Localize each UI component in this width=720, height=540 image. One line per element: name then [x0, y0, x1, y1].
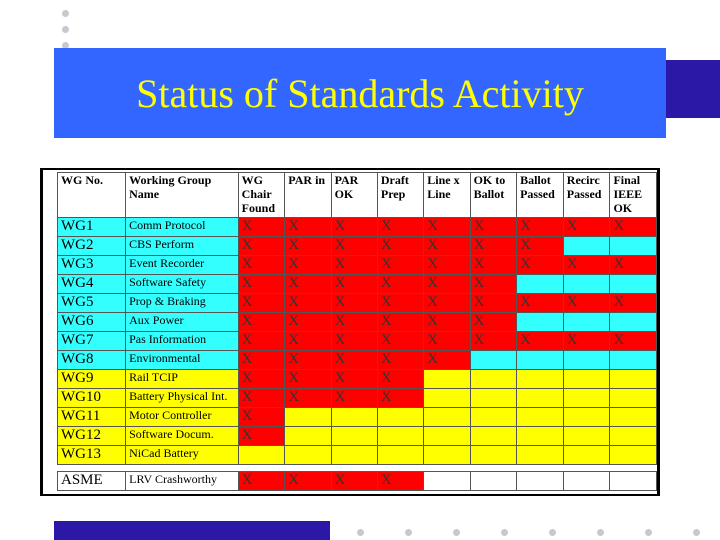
decor-dot	[645, 529, 652, 536]
status-cell	[517, 408, 564, 427]
status-cell: X	[331, 275, 377, 294]
status-cell	[424, 427, 470, 446]
status-cell	[563, 351, 610, 370]
status-cell: X	[285, 256, 331, 275]
status-cell: X	[285, 472, 331, 491]
status-cell: X	[377, 237, 423, 256]
table-row	[58, 370, 657, 389]
status-cell: X	[377, 332, 423, 351]
decor-dot	[62, 26, 69, 33]
status-cell	[563, 370, 610, 389]
table-row	[58, 275, 657, 294]
status-cell: X	[377, 472, 423, 491]
status-cell: X	[238, 408, 285, 427]
status-cell	[563, 446, 610, 465]
status-cell: X	[285, 332, 331, 351]
status-cell: X	[285, 294, 331, 313]
status-cell: X	[610, 218, 657, 237]
column-header: WG No.	[58, 173, 126, 218]
status-cell: X	[470, 237, 517, 256]
status-cell	[424, 408, 470, 427]
status-cell: X	[517, 332, 564, 351]
wg-number-cell: WG3	[58, 256, 126, 275]
column-header: PAR OK	[331, 173, 377, 218]
table-row	[58, 351, 657, 370]
wg-number-cell: WG4	[58, 275, 126, 294]
status-cell: X	[377, 389, 423, 408]
status-cell	[470, 472, 517, 491]
status-cell: X	[238, 351, 285, 370]
table-header-row	[58, 173, 657, 218]
status-cell	[285, 427, 331, 446]
status-cell	[424, 472, 470, 491]
wg-name-cell: CBS Perform	[126, 237, 239, 256]
status-cell	[331, 427, 377, 446]
decor-dot	[597, 529, 604, 536]
column-header: WG Chair Found	[238, 173, 285, 218]
status-cell: X	[424, 275, 470, 294]
status-cell	[238, 446, 285, 465]
status-cell	[424, 446, 470, 465]
status-cell: X	[285, 237, 331, 256]
status-cell	[563, 472, 610, 491]
status-cell: X	[238, 294, 285, 313]
status-cell: X	[331, 332, 377, 351]
status-cell: X	[610, 294, 657, 313]
decor-dot	[693, 529, 700, 536]
status-cell	[517, 275, 564, 294]
status-cell: X	[610, 332, 657, 351]
status-cell	[517, 313, 564, 332]
status-cell	[610, 370, 657, 389]
wg-name-cell: Event Recorder	[126, 256, 239, 275]
status-cell: X	[285, 389, 331, 408]
status-cell: X	[377, 218, 423, 237]
column-header: Draft Prep	[377, 173, 423, 218]
status-cell: X	[377, 275, 423, 294]
status-cell: X	[331, 313, 377, 332]
status-cell: X	[424, 351, 470, 370]
column-header: Ballot Passed	[517, 173, 564, 218]
decor-dot	[501, 529, 508, 536]
status-cell: X	[424, 237, 470, 256]
status-cell: X	[331, 237, 377, 256]
status-cell: X	[517, 218, 564, 237]
status-cell: X	[424, 313, 470, 332]
status-cell: X	[470, 313, 517, 332]
status-cell	[470, 389, 517, 408]
status-cell: X	[238, 313, 285, 332]
wg-number-cell: WG12	[58, 427, 126, 446]
wg-number-cell: WG6	[58, 313, 126, 332]
status-cell: X	[285, 218, 331, 237]
status-cell	[377, 446, 423, 465]
status-cell: X	[470, 294, 517, 313]
column-header: OK to Ballot	[470, 173, 517, 218]
status-cell: X	[563, 218, 610, 237]
status-cell	[331, 446, 377, 465]
wg-number-cell: WG11	[58, 408, 126, 427]
wg-number-cell: WG10	[58, 389, 126, 408]
status-cell: X	[285, 351, 331, 370]
status-cell: X	[517, 294, 564, 313]
decor-dot	[62, 10, 69, 17]
decor-dot	[405, 529, 412, 536]
status-cell	[610, 313, 657, 332]
status-cell: X	[470, 332, 517, 351]
decor-dot	[549, 529, 556, 536]
column-header: Working Group Name	[126, 173, 239, 218]
decor-dot	[453, 529, 460, 536]
status-cell	[285, 446, 331, 465]
status-cell: X	[424, 332, 470, 351]
status-cell	[517, 370, 564, 389]
status-cell: X	[331, 472, 377, 491]
column-header: Final IEEE OK	[610, 173, 657, 218]
status-cell	[424, 389, 470, 408]
table-row	[58, 218, 657, 237]
status-cell	[470, 446, 517, 465]
status-cell	[517, 446, 564, 465]
wg-number-cell: WG2	[58, 237, 126, 256]
status-cell	[563, 427, 610, 446]
column-header: Line x Line	[424, 173, 470, 218]
status-cell	[610, 427, 657, 446]
wg-name-cell: Environmental	[126, 351, 239, 370]
status-cell: X	[563, 256, 610, 275]
wg-name-cell: Software Docum.	[126, 427, 239, 446]
table-row	[58, 408, 657, 427]
status-cell	[563, 313, 610, 332]
status-cell: X	[331, 389, 377, 408]
title-bar	[54, 48, 666, 138]
wg-number-cell: WG5	[58, 294, 126, 313]
wg-name-cell: Prop & Braking	[126, 294, 239, 313]
status-cell	[470, 408, 517, 427]
wg-number-cell: WG13	[58, 446, 126, 465]
table-row	[58, 446, 657, 465]
status-cell	[517, 472, 564, 491]
wg-name-cell: NiCad Battery	[126, 446, 239, 465]
status-cell	[563, 237, 610, 256]
status-cell	[610, 237, 657, 256]
table-row	[58, 294, 657, 313]
status-cell: X	[470, 218, 517, 237]
status-cell: X	[563, 294, 610, 313]
wg-number-cell: WG7	[58, 332, 126, 351]
status-cell	[563, 389, 610, 408]
status-cell: X	[285, 313, 331, 332]
status-cell: X	[331, 351, 377, 370]
status-cell	[610, 351, 657, 370]
status-cell: X	[377, 370, 423, 389]
table-gap-row	[58, 465, 657, 472]
status-cell	[331, 408, 377, 427]
status-cell: X	[238, 472, 285, 491]
status-cell: X	[377, 294, 423, 313]
status-cell: X	[424, 294, 470, 313]
table-row	[58, 332, 657, 351]
status-cell: X	[424, 218, 470, 237]
status-cell: X	[285, 275, 331, 294]
status-cell: X	[331, 218, 377, 237]
wg-name-cell: Aux Power	[126, 313, 239, 332]
status-cell: X	[563, 332, 610, 351]
status-cell	[377, 427, 423, 446]
status-cell	[517, 389, 564, 408]
table-row	[58, 472, 657, 491]
table-row	[58, 427, 657, 446]
wg-name-cell: Pas Information	[126, 332, 239, 351]
status-cell: X	[238, 332, 285, 351]
status-cell	[563, 408, 610, 427]
status-cell	[424, 370, 470, 389]
status-cell: X	[377, 351, 423, 370]
status-cell: X	[331, 370, 377, 389]
status-cell: X	[610, 256, 657, 275]
status-cell: X	[470, 275, 517, 294]
table-row	[58, 313, 657, 332]
gap-cell	[58, 465, 657, 472]
decor-dot	[357, 529, 364, 536]
column-header: Recirc Passed	[563, 173, 610, 218]
status-cell	[470, 351, 517, 370]
table-row	[58, 256, 657, 275]
status-cell: X	[238, 218, 285, 237]
status-cell: X	[238, 389, 285, 408]
wg-number-cell: WG9	[58, 370, 126, 389]
table-row	[58, 237, 657, 256]
status-cell: X	[238, 237, 285, 256]
title-accent-block	[666, 60, 720, 118]
footer-accent-bar	[54, 521, 330, 540]
wg-number-cell: WG1	[58, 218, 126, 237]
status-cell: X	[377, 256, 423, 275]
wg-name-cell: LRV Crashworthy	[126, 472, 239, 491]
wg-name-cell: Comm Protocol	[126, 218, 239, 237]
status-cell	[470, 370, 517, 389]
status-cell	[470, 427, 517, 446]
status-cell	[610, 275, 657, 294]
status-cell: X	[424, 256, 470, 275]
status-cell	[610, 446, 657, 465]
status-cell: X	[331, 256, 377, 275]
status-cell: X	[517, 237, 564, 256]
status-cell: X	[517, 256, 564, 275]
status-cell: X	[377, 313, 423, 332]
wg-name-cell: Rail TCIP	[126, 370, 239, 389]
status-cell	[377, 408, 423, 427]
status-cell: X	[470, 256, 517, 275]
status-cell: X	[238, 427, 285, 446]
status-cell	[610, 472, 657, 491]
slide-title: Status of Standards Activity	[136, 70, 584, 116]
wg-number-cell: ASME	[58, 472, 126, 491]
wg-name-cell: Software Safety	[126, 275, 239, 294]
wg-name-cell: Battery Physical Int.	[126, 389, 239, 408]
status-cell	[285, 408, 331, 427]
status-cell: X	[285, 370, 331, 389]
wg-number-cell: WG8	[58, 351, 126, 370]
status-table	[57, 172, 657, 491]
status-cell	[610, 408, 657, 427]
table-row	[58, 389, 657, 408]
status-cell	[610, 389, 657, 408]
wg-name-cell: Motor Controller	[126, 408, 239, 427]
status-cell	[517, 351, 564, 370]
column-header: PAR in	[285, 173, 331, 218]
status-cell: X	[238, 275, 285, 294]
status-cell	[517, 427, 564, 446]
status-cell: X	[238, 370, 285, 389]
status-cell	[563, 275, 610, 294]
status-cell: X	[238, 256, 285, 275]
status-cell: X	[331, 294, 377, 313]
status-table-frame	[40, 168, 660, 496]
